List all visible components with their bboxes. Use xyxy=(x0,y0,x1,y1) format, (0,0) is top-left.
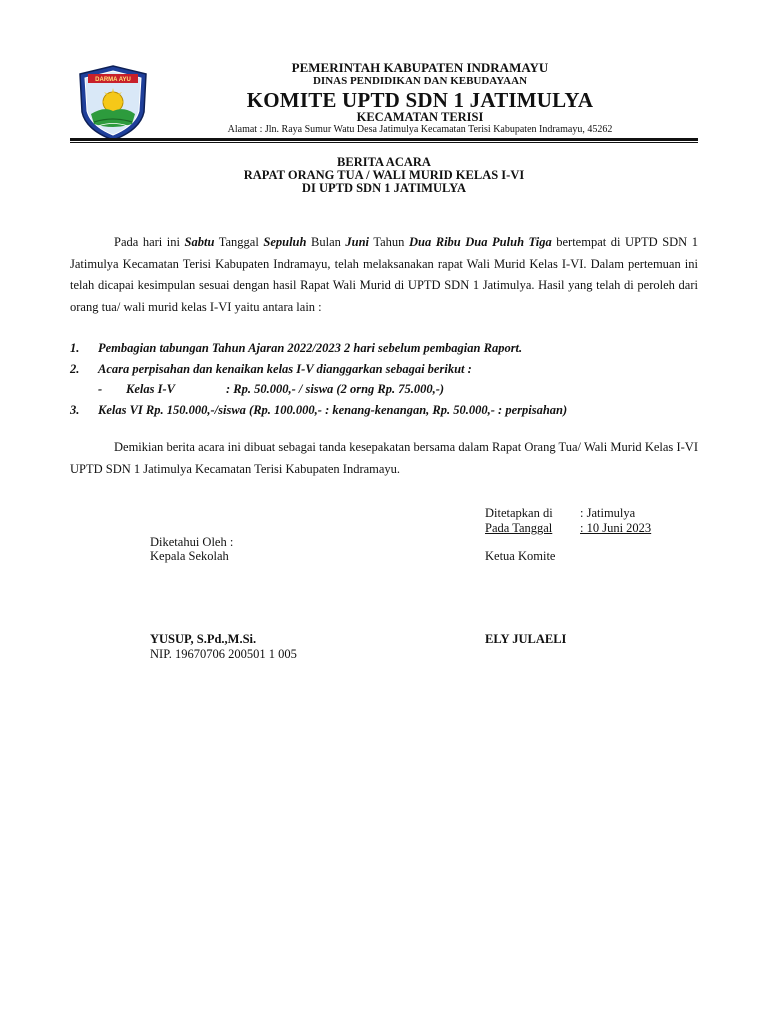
place-value: : Jatimulya xyxy=(580,506,636,520)
document-subtitle: RAPAT ORANG TUA / WALI MURID KELAS I-VI xyxy=(243,168,525,182)
opening-text: Tanggal xyxy=(214,235,264,249)
list-text: Kelas VI Rp. 150.000,-/siswa (Rp. 100.000,- : kenang-kenangan, Rp. 50.000,- : perpisahan) xyxy=(98,403,568,417)
opening-text: bertempat di UPTD SDN 1 Jatimulya Kecamatan Terisi Kabupaten Indramayu, telah melaksanakan rapat Wali Murid Kelas I-VI. Dalam pertemuan ini telah dicapai kesimpulan sesuai dengan hasil Rapat Wali Murid di UPTD SDN 1 Jatimulya. Hasil yang telah di peroleh dari orang tua/ wali murid kelas I-VI yaitu antara lain : xyxy=(70,235,698,314)
committee-role: Ketua Komite xyxy=(485,549,556,563)
regency-crest-icon xyxy=(74,64,152,142)
sub-value: : Rp. 50.000,- / siswa (2 orng Rp. 75.000,-) xyxy=(226,382,445,396)
list-number: 1. xyxy=(70,341,80,355)
principal-nip: NIP. 19670706 200501 1 005 xyxy=(150,647,297,661)
document-title: BERITA ACARA xyxy=(337,155,431,169)
principal-name: YUSUP, S.Pd.,M.Si. xyxy=(150,632,257,646)
date-label: Pada Tanggal xyxy=(485,521,553,535)
letterhead-government: PEMERINTAH KABUPATEN INDRAMAYU xyxy=(291,60,549,75)
document-location: DI UPTD SDN 1 JATIMULYA xyxy=(301,181,467,195)
opening-paragraph xyxy=(70,232,698,318)
list-text: Pembagian tabungan Tahun Ajaran 2022/2023 2 hari sebelum pembagian Raport. xyxy=(98,341,523,355)
opening-text: Tahun xyxy=(369,235,409,249)
opening-text: Pada hari ini xyxy=(114,235,185,249)
closing-paragraph: Demikian berita acara ini dibuat sebagai tanda kesepakatan bersama dalam Rapat Orang Tua/ Wali Murid Kelas I-VI UPTD SDN 1 Jatimulya Kecamatan Terisi Kabupaten Indramayu. xyxy=(70,440,698,476)
place-label: Ditetapkan di xyxy=(485,506,553,520)
svg-text:DARMA AYU: DARMA AYU xyxy=(95,77,131,83)
principal-role: Kepala Sekolah xyxy=(150,549,229,563)
letterhead-district: KECAMATAN TERISI xyxy=(356,110,484,124)
opening-text: Bulan xyxy=(306,235,346,249)
list-number: 3. xyxy=(70,403,80,417)
date-value: : 10 Juni 2023 xyxy=(580,521,652,535)
acknowledged-caption: Diketahui Oleh : xyxy=(150,535,234,549)
sub-dash: - xyxy=(98,382,103,396)
meeting-date: Sepuluh xyxy=(263,235,307,249)
letterhead-rule-thin xyxy=(70,142,698,143)
meeting-year: Dua Ribu Dua Puluh Tiga xyxy=(408,235,552,249)
letterhead-address: Alamat : Jln. Raya Sumur Watu Desa Jatimulya Kecamatan Terisi Kabupaten Indramayu, 45262 xyxy=(227,124,613,135)
list-number: 2. xyxy=(70,362,80,376)
list-text: Acara perpisahan dan kenaikan kelas I-V dianggarkan sebagai berikut : xyxy=(98,362,472,376)
sub-label: Kelas I-V xyxy=(126,382,175,396)
committee-chair-name: ELY JULAELI xyxy=(485,632,567,646)
meeting-day: Sabtu xyxy=(184,235,215,249)
meeting-month: Juni xyxy=(345,235,370,249)
letterhead-rule xyxy=(70,138,698,141)
letterhead-department: DINAS PENDIDIKAN DAN KEBUDAYAAN xyxy=(312,75,528,87)
letterhead-committee: KOMITE UPTD SDN 1 JATIMULYA xyxy=(246,88,594,112)
